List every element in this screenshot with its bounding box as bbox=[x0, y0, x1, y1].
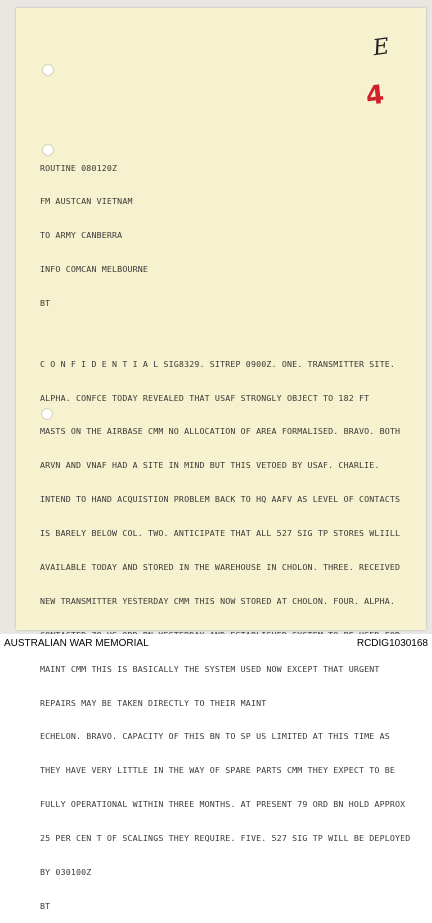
body-line: FULLY OPERATIONAL WITHIN THREE MONTHS. AT PRESENT 79 ORD BN HOLD APPROX bbox=[40, 799, 406, 810]
body-line: IS BARELY BELOW COL. TWO. ANTICIPATE THAT ALL 527 SIG TP STORES WLIILL bbox=[40, 528, 401, 539]
body-line: C O N F I D E N T I A L SIG8329. SITREP 0900Z. ONE. TRANSMITTER SITE. bbox=[40, 358, 396, 369]
header-line: INFO COMCAN MELBOURNE bbox=[40, 264, 149, 275]
header-line: BT bbox=[40, 298, 51, 309]
body-line: ECHELON. BRAVO. CAPACITY OF THIS BN TO SP US LIMITED AT THIS TIME AS bbox=[40, 731, 390, 742]
body-line: BT bbox=[40, 900, 51, 911]
telegram-text bbox=[40, 140, 410, 923]
body-line: INTEND TO HAND ACQUISTION PROBLEM BACK TO HQ AAFV AS LEVEL OF CONTACTS bbox=[40, 494, 401, 505]
header-line: ROUTINE 080120Z bbox=[40, 162, 118, 173]
archive-item-id: RCDIG1030168 bbox=[356, 638, 428, 649]
body-line: AVAILABLE TODAY AND STORED IN THE WAREHOUSE IN CHOLON. THREE. RECEIVED bbox=[40, 561, 401, 572]
body-line: 25 PER CEN T OF SCALINGS THEY REQUIRE. FIVE. 527 SIG TP WILL BE DEPLOYED bbox=[40, 833, 411, 844]
punch-hole bbox=[42, 64, 54, 76]
body-line: ARVN AND VNAF HAD A SITE IN MIND BUT THIS VETOED BY USAF. CHARLIE. bbox=[40, 460, 380, 471]
header-line: FM AUSTCAN VIETNAM bbox=[40, 196, 133, 207]
body-line: THEY HAVE VERY LITTLE IN THE WAY OF SPARE PARTS CMM THEY EXPECT TO BE bbox=[40, 765, 396, 776]
body-line: NEW TRANSMITTER YESTERDAY CMM THIS NOW STORED AT CHOLON. FOUR. ALPHA. bbox=[40, 595, 396, 606]
body-line: MAINT CMM THIS IS BASICALLY THE SYSTEM USED NOW EXCEPT THAT URGENT bbox=[40, 663, 380, 674]
body-line: BY 030100Z bbox=[40, 867, 92, 877]
body-line: MASTS ON THE AIRBASE CMM NO ALLOCATION OF AREA FORMALISED. BRAVO. BOTH bbox=[40, 426, 401, 437]
header-line: TO ARMY CANBERRA bbox=[40, 230, 123, 241]
handwritten-number-mark: 4 bbox=[364, 79, 386, 112]
spacer bbox=[40, 332, 410, 336]
archive-footer bbox=[0, 634, 432, 654]
handwritten-letter-mark: E bbox=[371, 34, 391, 62]
body-line: REPAIRS MAY BE TAKEN DIRECTLY TO THEIR MAINT bbox=[40, 697, 267, 708]
body-line: ALPHA. CONFCE TODAY REVEALED THAT USAF STRONGLY OBJECT TO 182 FT bbox=[40, 392, 370, 403]
archive-credit: AUSTRALIAN WAR MEMORIAL bbox=[4, 638, 149, 649]
